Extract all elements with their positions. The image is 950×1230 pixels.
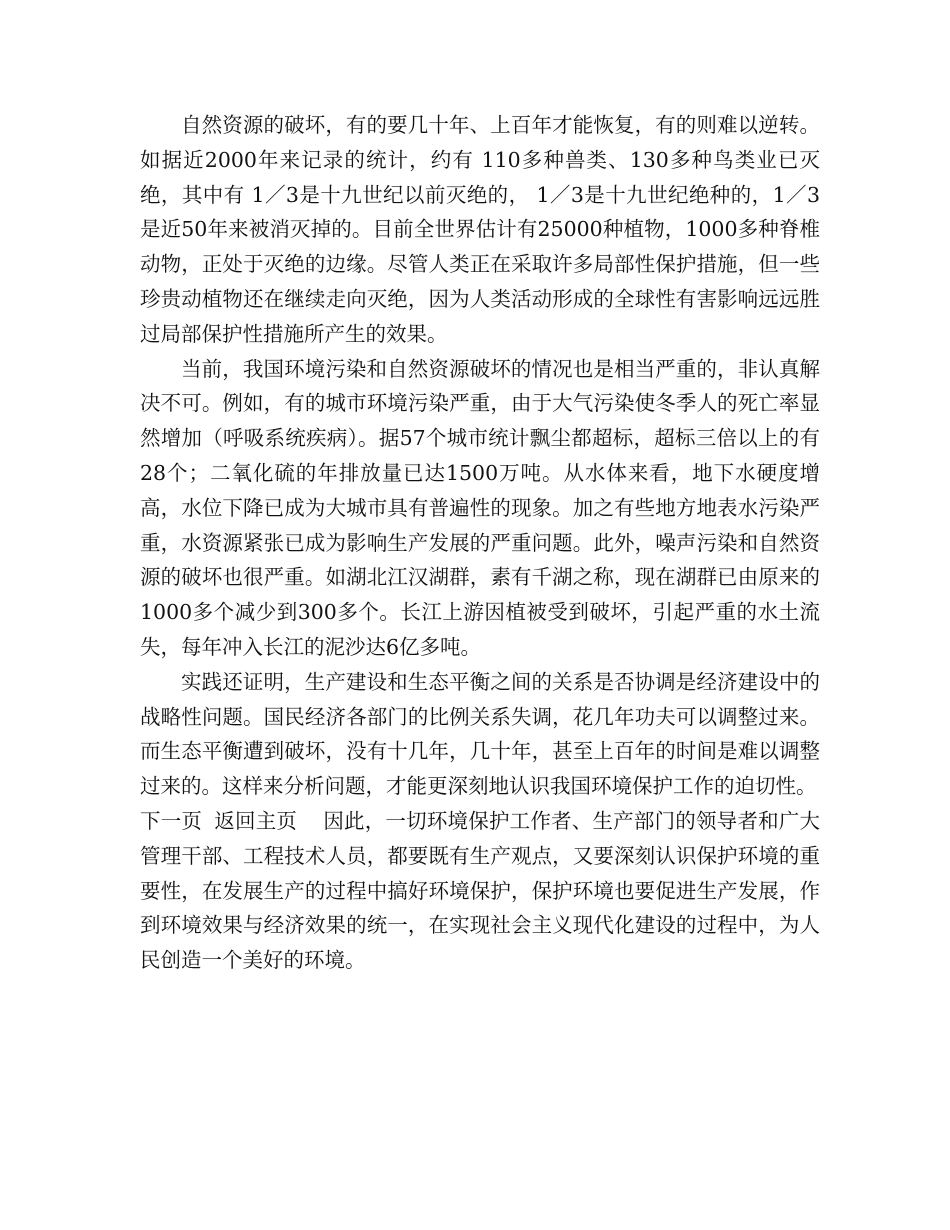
document-body	[140, 108, 820, 978]
paragraph-ecological-balance: 实践还证明，生产建设和生态平衡之间的关系是否协调是经济建设中的战略性问题。国民经济各部门的比例关系失调，花几年功夫可以调整过来。而生态平衡遭到破坏，没有十几年，几十年，甚至上百年的时间是难以调整过来的。这样来分析问题，才能更深刻地认识我国环境保护工作的迫切性。	[140, 669, 820, 799]
next-page-link[interactable]: 下一页	[140, 808, 203, 833]
paragraph-pollution: 当前，我国环境污染和自然资源破坏的情况也是相当严重的，非认真解决不可。例如，有的城市环境污染严重，由于大气污染使冬季人的死亡率显然增加（呼吸系统疾病）。据57个城市统计飘尘都超标，超标三倍以上的有28个；二氧化硫的年排放量已达1500万吨。从水体来看，地下水硬度增高，水位下降已成为大城市具有普遍性的现象。加之有些地方地表水污染严重，水资源紧张已成为影响生产发展的严重问题。此外，噪声污染和自然资源的破坏也很严重。如湖北江汉湖群，素有千湖之称，现在湖群已由原来的1000多个减少到300多个。长江上游因植被受到破坏，引起严重的水土流失，每年冲入长江的泥沙达6亿多吨。	[140, 356, 820, 659]
paragraph-extinction: 自然资源的破坏，有的要几十年、上百年才能恢复，有的则难以逆转。如据近2000年来记录的统计，约有 110多种兽类、130多种鸟类业已灭绝，其中有 1／3是十九世纪以前灭绝的， 1／3是十九世纪绝种的，1／3是近50年来被消灭掉的。目前全世界估计有25000种植物，1000多种脊椎动物，正处于灭绝的边缘。尽管人类正在采取许多局部性保护措施，但一些珍贵动植物还在继续走向灭绝，因为人类活动形成的全球性有害影响远远胜过局部保护性措施所产生的效果。	[140, 113, 820, 346]
home-link[interactable]: 返回主页	[214, 808, 298, 833]
nav-and-conclusion	[140, 804, 820, 978]
paragraph-conclusion: 因此，一切环境保护工作者、生产部门的领导者和广大管理干部、工程技术人员，都要既有生产观点，又要深刻认识保护环境的重要性，在发展生产的过程中搞好环境保护，保护环境也要促进生产发展，作到环境效果与经济效果的统一，在实现社会主义现代化建设的过程中，为人民创造一个美好的环境。	[140, 808, 820, 973]
